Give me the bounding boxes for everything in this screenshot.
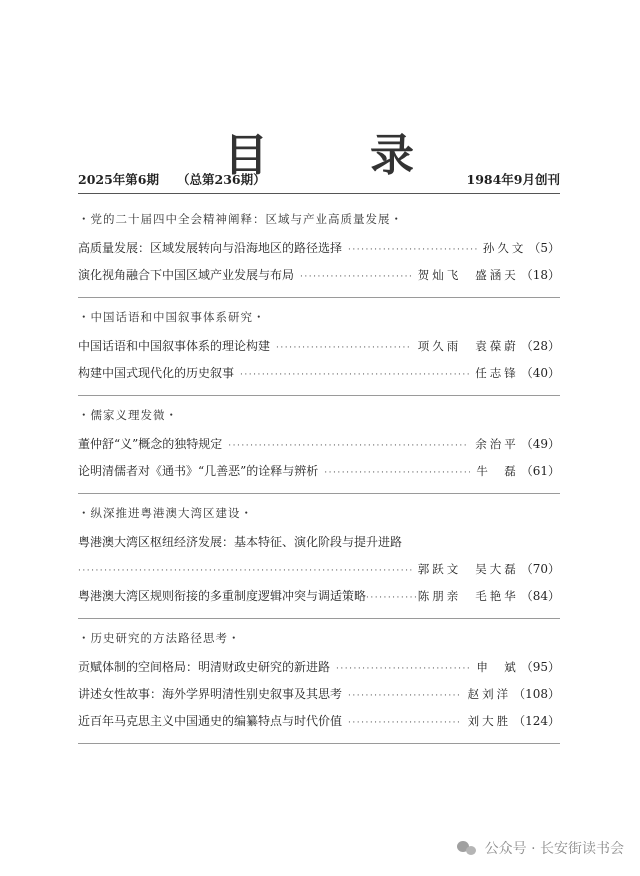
entry-page: （84） <box>520 589 560 603</box>
entry-author: 陈朋亲 <box>417 589 462 603</box>
entry-title: 中国话语和中国叙事体系的理论构建 <box>78 339 271 353</box>
toc-entry[interactable] <box>78 681 560 708</box>
founded-date: 1984年9月创刊 <box>466 172 560 187</box>
entry-title: 构建中国式现代化的历史叙事 <box>78 366 235 380</box>
entry-author: 贺灿飞 <box>417 268 462 282</box>
entry-page: （124） <box>513 714 560 728</box>
issue-header <box>78 170 560 194</box>
toc-entry[interactable] <box>78 431 560 458</box>
toc-section <box>78 494 560 619</box>
dot-leader <box>324 460 470 487</box>
entry-author: 任志锋 <box>475 366 519 380</box>
toc-entry[interactable] <box>78 583 560 610</box>
dot-leader <box>228 433 469 460</box>
toc-section <box>78 200 560 298</box>
entry-author: 毛艳华 <box>475 589 519 603</box>
entry-page: （70） <box>520 562 560 576</box>
entry-title: 近百年马克思主义中国通史的编纂特点与时代价值 <box>78 714 343 728</box>
entry-title: 高质量发展：区域发展转向与沿海地区的路径选择 <box>78 241 343 255</box>
entry-title: 粤港澳大湾区规则衔接的多重制度逻辑冲突与调适策略 <box>78 589 367 603</box>
dot-leader <box>300 264 412 291</box>
toc-entry[interactable] <box>78 708 560 735</box>
toc-entry[interactable] <box>78 654 560 681</box>
issue-info <box>78 170 266 188</box>
title-char-2: 录 <box>370 130 416 182</box>
entry-title[interactable]: 粤港澳大湾区枢纽经济发展：基本特征、演化阶段与提升进路 <box>78 535 403 549</box>
entry-author: 牛 磊 <box>476 464 519 478</box>
table-of-contents <box>78 200 560 744</box>
dot-leader <box>348 710 462 737</box>
entry-title: 演化视角融合下中国区域产业发展与布局 <box>78 268 295 282</box>
dot-leader <box>78 558 412 585</box>
wechat-icon <box>457 841 477 855</box>
toc-entry[interactable] <box>78 262 560 289</box>
entry-page: （49） <box>520 437 560 451</box>
title-char-1: 目 <box>224 130 270 182</box>
entry-author: 余治平 <box>475 437 519 451</box>
entry-page: （28） <box>520 339 560 353</box>
entry-page: （5） <box>528 241 560 255</box>
entry-author: 吴大磊 <box>475 562 519 576</box>
toc-section <box>78 619 560 744</box>
entry-title: 讲述女性故事：海外学界明清性别史叙事及其思考 <box>78 687 343 701</box>
dot-leader <box>240 362 469 389</box>
section-title: ・儒家义理发微・ <box>78 408 178 422</box>
entry-title: 贡赋体制的空间格局：明清财政史研究的新进路 <box>78 660 331 674</box>
entry-title: 论明清儒者对《通书》“几善恶”的诠释与辨析 <box>78 464 319 478</box>
entry-author: 郭跃文 <box>417 562 462 576</box>
entry-author: 申 斌 <box>476 660 519 674</box>
toc-entry[interactable] <box>78 333 560 360</box>
toc-entry[interactable] <box>78 360 560 387</box>
watermark-text: 公众号 · 长安街读书会 <box>484 841 624 857</box>
entry-title: 董仲舒“义”概念的独特规定 <box>78 437 223 451</box>
entry-page: （61） <box>520 464 560 478</box>
section-title: ・党的二十届四中全会精神阐释：区域与产业高质量发展・ <box>78 212 403 226</box>
dot-leader <box>366 585 417 612</box>
entry-author: 刘大胜 <box>467 714 512 728</box>
entry-page: （40） <box>520 366 560 380</box>
entry-author: 赵刘洋 <box>467 687 512 701</box>
entry-page: （108） <box>513 687 560 701</box>
entry-author: 项久雨 <box>417 339 462 353</box>
section-title: ・中国话语和中国叙事体系研究・ <box>78 310 266 324</box>
entry-author: 盛涵天 <box>475 268 519 282</box>
issue-number: 2025年第6期 <box>78 172 159 187</box>
toc-section <box>78 298 560 396</box>
toc-section <box>78 396 560 494</box>
section-title: ・历史研究的方法路径思考・ <box>78 631 241 645</box>
dot-leader <box>348 683 462 710</box>
watermark <box>457 838 624 858</box>
dot-leader <box>336 656 470 683</box>
dot-leader <box>348 237 477 264</box>
dot-leader <box>276 335 412 362</box>
total-issue-number: （总第236期） <box>177 172 266 187</box>
toc-entry[interactable] <box>78 458 560 485</box>
entry-author: 孙久文 <box>482 241 527 255</box>
entry-page: （18） <box>520 268 560 282</box>
toc-entry[interactable] <box>78 235 560 262</box>
section-title: ・纵深推进粤港澳大湾区建设・ <box>78 506 253 520</box>
toc-entry[interactable] <box>78 556 560 583</box>
entry-author: 袁葆蔚 <box>475 339 519 353</box>
entry-page: （95） <box>520 660 560 674</box>
